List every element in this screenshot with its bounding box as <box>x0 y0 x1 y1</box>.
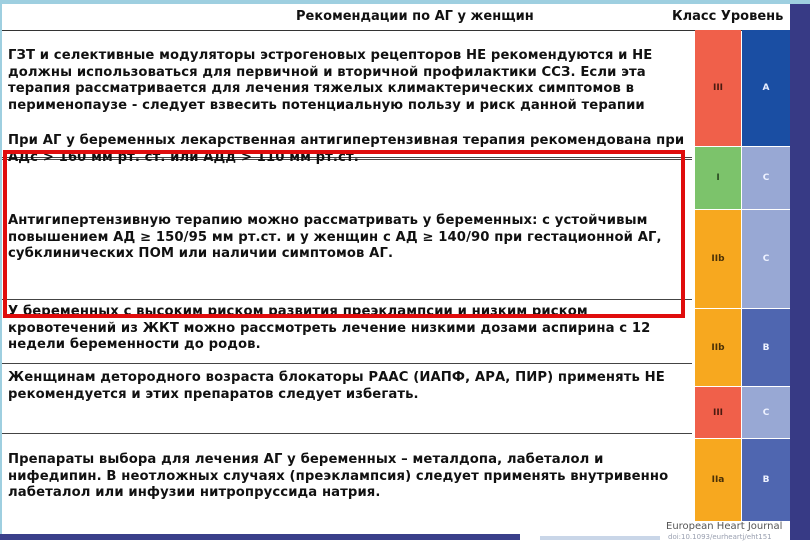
bottom-decor-strip-light <box>540 536 660 540</box>
class-value: III <box>712 83 724 93</box>
class-value: IIb <box>711 342 725 353</box>
level-cell <box>742 210 790 308</box>
class-cell <box>695 309 741 386</box>
level-value: A <box>762 83 770 93</box>
table-row <box>2 434 692 520</box>
class-cell <box>695 387 741 438</box>
level-cell <box>742 30 790 146</box>
row-text: Женщинам детородного возраста блокаторы РААС (ИАПФ, АРА, ПИР) применять НЕ рекомендуется и этих препаратов следует избегать. <box>8 370 665 402</box>
level-value: C <box>762 254 770 264</box>
level-cell <box>742 439 790 521</box>
row-text: Препараты выбора для лечения АГ у беременных – металдопа, лабеталол и нифедипин. В неотложных случаях (преэклампсия) следует применять внутривенно лабеталол или инфузии нитропруссида натрия. <box>8 452 669 500</box>
level-value: B <box>762 475 770 485</box>
class-cell <box>695 30 741 146</box>
row-text: ГЗТ и селективные модуляторы эстрогеновых рецепторов НЕ рекомендуются и НЕ должны использоваться для первичной и вторичной профилактики ССЗ. Если эта терапия рассматривается для лечения тяжелых климактерических симптомов в перименопаузе - следует взвесить потенциальную пользу и риск данной терапии <box>8 48 653 113</box>
row-text: При АГ у беременных лекарственная антигипертензивная терапия рекомендована при АДс > 160 мм рт. ст. или АДд > 110 мм рт.ст. <box>8 133 685 165</box>
level-cell <box>742 309 790 386</box>
class-level-header: Класс Уровень <box>672 9 784 24</box>
journal-name: European Heart Journal <box>666 521 783 532</box>
right-decor-bar <box>790 4 810 540</box>
table-row <box>2 364 692 434</box>
table-header <box>2 4 790 31</box>
level-cell <box>742 147 790 209</box>
class-cell <box>695 439 741 521</box>
row-text: Антигипертензивную терапию можно рассматривать у беременных: с устойчивым повышением АД ≥ 150/95 мм рт.ст. и у женщин с АД ≥ 140/90 при гестационной АГ, субклинических ПОМ или наличии симптомов АГ. <box>8 213 662 261</box>
table-row <box>2 129 692 165</box>
level-value: C <box>762 407 770 418</box>
level-value: C <box>762 173 770 183</box>
class-cell <box>695 147 741 209</box>
class-value: IIb <box>711 254 725 264</box>
table-row <box>2 300 692 364</box>
class-cell <box>695 210 741 308</box>
level-cell <box>742 387 790 438</box>
table-title: Рекомендации по АГ у женщин <box>296 9 534 24</box>
level-value: B <box>762 342 770 353</box>
bottom-decor-strip <box>0 534 520 540</box>
class-value: III <box>712 407 724 418</box>
table-row <box>2 189 692 300</box>
journal-doi: doi:10.1093/eurheartj/eht151 <box>668 533 772 541</box>
class-value: I <box>716 173 720 183</box>
row-text: У беременных с высоким риском развития преэклампсии и низким риском кровотечений из ЖКТ можно рассмотреть лечение низкими дозами аспирина с 12 недели беременности до родов. <box>8 304 651 352</box>
class-value: IIa <box>711 475 725 485</box>
